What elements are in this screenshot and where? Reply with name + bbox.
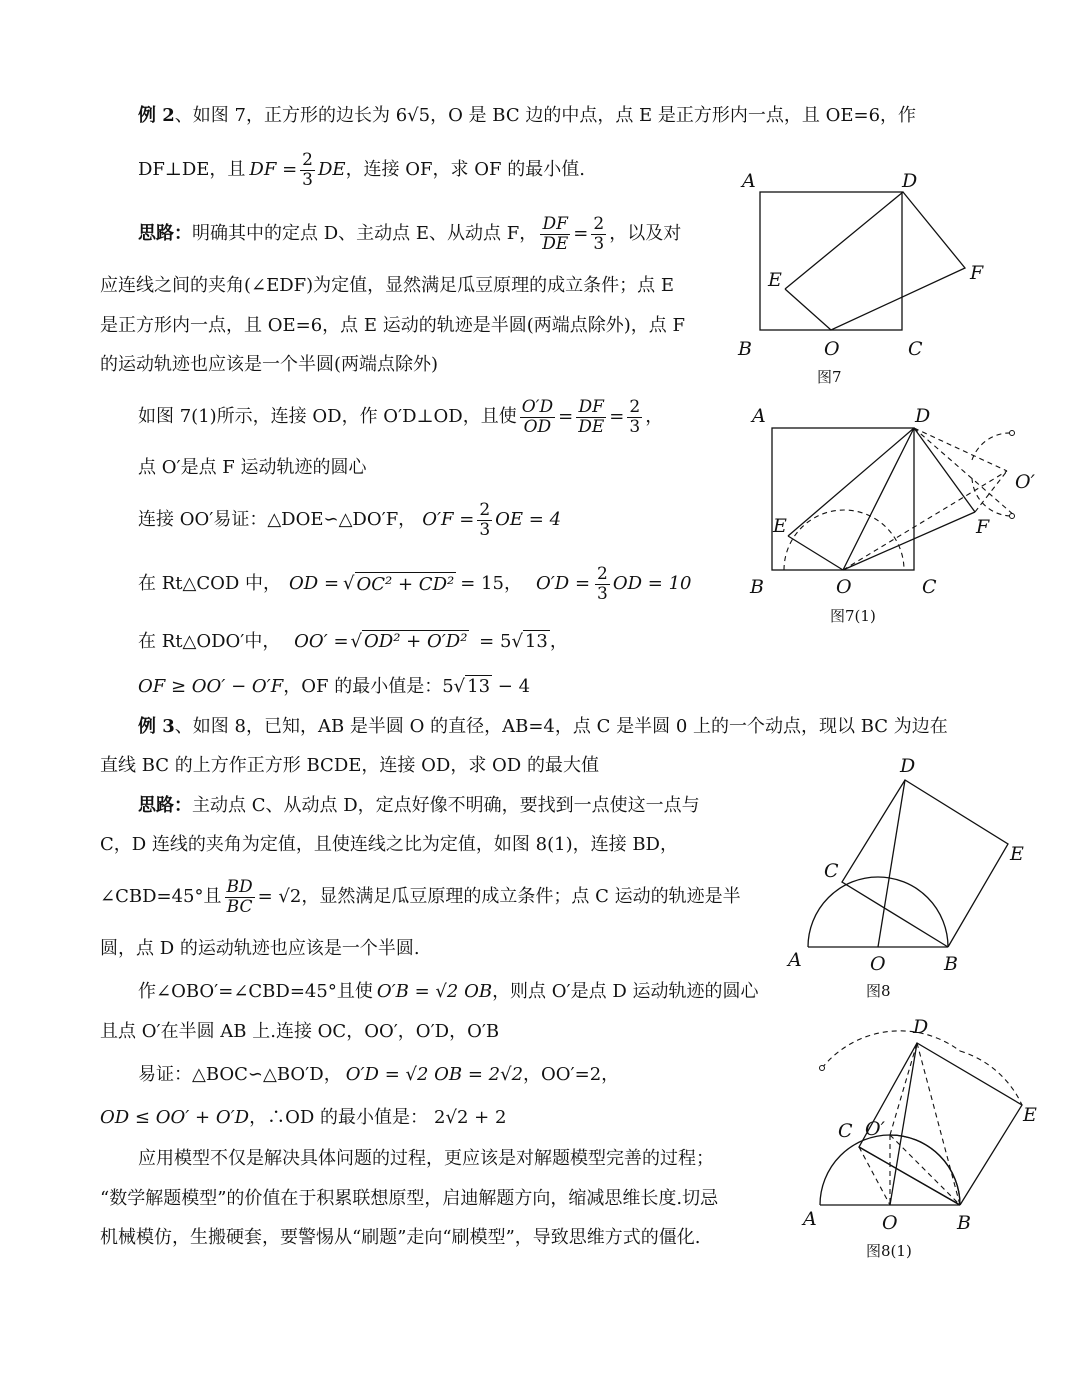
fig8-square	[842, 780, 1008, 947]
fig8-OD	[878, 780, 905, 947]
fig71-DF	[914, 428, 975, 512]
ex2-idea-line-1: 思路： 明确其中的定点 D、主动点 E、从动点 F， $\frac{DF}{DE}$ = $\frac{2}{3}$ ，以及对	[138, 213, 682, 254]
ex3-idea-line-6: 且点 O′在半圆 AB 上.连接 OC，OO′，O′D，O′B	[100, 1021, 500, 1042]
fig71-label-C: C	[922, 576, 937, 598]
fig81-label-E: E	[1023, 1104, 1037, 1126]
fig8-semicircle	[808, 877, 948, 947]
fig81-D-arc-top	[822, 1031, 960, 1068]
fig71-D-right	[914, 428, 1015, 516]
ex3-idea-line-3: ∠CBD=45°且 $\frac{BD}{BC}$ = √2 ，显然满足瓜豆原理的成立条件；点 C 运动的轨迹是半	[100, 876, 741, 917]
fig71-DOp	[914, 428, 1007, 471]
figure-7-1	[740, 400, 1050, 600]
closing-line-1: 应用模型不仅是解决具体问题的过程，更应该是对解题模型完善的过程；	[138, 1148, 714, 1169]
fig71-E-arc	[784, 510, 904, 570]
fig71-OD	[843, 428, 914, 570]
fig7-label-F: F	[970, 262, 984, 284]
ex3-line-1: 例 3、如图 8，已知，AB 是半圆 O 的直径，AB=4，点 C 是半圆 0 上的一个动点，现以 BC 为边在	[138, 716, 948, 737]
fig81-label-C: C	[838, 1120, 853, 1142]
fig81-CB	[859, 1147, 960, 1205]
fig71-label-D: D	[915, 405, 931, 427]
fig7-label-B: B	[738, 338, 752, 360]
fig71-label-Op: O′	[1015, 471, 1035, 493]
fig71-OF	[843, 512, 975, 570]
ex3-idea-line-8: OD ≤ OO′ + O′D，∴OD 的最小值是： 2√2 + 2	[100, 1107, 507, 1128]
fig71-FOp	[975, 471, 1007, 512]
ex2-idea-line-4: 的运动轨迹也应该是一个半圆(两端点除外)	[100, 354, 439, 375]
ex2-line-1: 例 2、如图 7，正方形的边长为 6√5，O 是 BC 边的中点，点 E 是正方形内一点，且 OE=6，作	[138, 105, 917, 126]
fig81-label-O: O	[882, 1212, 898, 1234]
fig7-label-E: E	[768, 269, 782, 291]
ex2-idea-line-8: 在 Rt△COD 中， OD = √ OC² + CD² = 15， O′D = $\frac{2}{3}$ OD = 10	[138, 563, 692, 604]
figure-7	[730, 165, 990, 360]
fig7-quadrilateral	[785, 192, 965, 330]
figure-8-1	[795, 1013, 1050, 1235]
ex2-line-2: DF⊥DE，且 DF = $\frac{2}{3}$ DE ，连接 OF，求 OF 的最小值.	[138, 149, 585, 190]
ex2-ratio: $\frac{2}{3}$	[302, 149, 313, 190]
fig8-label-C: C	[824, 860, 839, 882]
fig71-caption: 图7(1)	[830, 607, 876, 625]
ex3-idea-line-1: 思路：主动点 C、从动点 D，定点好像不明确，要找到一点使这一点与	[138, 795, 700, 816]
fig71-F-arc-top	[972, 433, 1012, 460]
fig71-label-B: B	[750, 576, 764, 598]
ex2-idea-line-9: 在 Rt△ODO′中， OO′ = √ OD² + O′D² = 5√ 13 ，	[138, 631, 568, 652]
fig8-label-B: B	[944, 953, 958, 975]
fig8-label-O: O	[870, 953, 886, 975]
fig8-caption: 图8	[866, 982, 891, 1000]
fig71-label-O: O	[836, 576, 852, 598]
fig8-label-A: A	[788, 949, 802, 971]
fig81-D-arc-right	[960, 1051, 1022, 1105]
ex3-line-2: 直线 BC 的上方作正方形 BCDE，连接 OD，求 OD 的最大值	[100, 755, 599, 776]
fig7-square	[760, 192, 902, 330]
ex3-idea-line-2: C，D 连线的夹角为定值，且使连线之比为定值，如图 8(1)，连接 BD，	[100, 834, 678, 855]
ex2-idea-line-3: 是正方形内一点，且 OE=6，点 E 运动的轨迹是半圆(两端点除外)，点 F	[100, 315, 685, 336]
fig71-ED	[788, 428, 914, 536]
fig81-label-A: A	[803, 1208, 817, 1230]
fig81-label-D: D	[913, 1016, 929, 1038]
ex3-idea-line-7: 易证：△BOC∽△BO′D， O′D = √2 OB = 2√2，OO′=2，	[138, 1064, 620, 1085]
ex2-idea-line-5: 如图 7(1)所示，连接 OD，作 O′D⊥OD，且使 $\frac{O'D}{OD}$ = $\frac{DF}{DE}$ = $\frac{2}{3}$ ，	[138, 396, 664, 437]
fig71-label-A: A	[752, 405, 766, 427]
ex2-idea-line-7: 连接 OO′易证：△DOE∽△DO′F， O′F = $\frac{2}{3}$ OE = 4	[138, 499, 562, 540]
fig7-label-C: C	[908, 338, 923, 360]
fig81-label-Op: O′	[865, 1118, 885, 1140]
fig81-caption: 图8(1)	[866, 1242, 912, 1260]
ex2-label: 例 2	[138, 105, 175, 126]
fig71-label-E: E	[773, 515, 787, 537]
ex2-idea-line-10: OF ≥ OO′ − O′F，OF 的最小值是：5√ 13 − 4	[138, 676, 531, 697]
ex2-idea-line-6: 点 O′是点 F 运动轨迹的圆心	[138, 457, 367, 478]
fig81-DB	[917, 1043, 960, 1205]
fig7-label-O: O	[824, 338, 840, 360]
figure-8	[780, 752, 1040, 977]
fig71-EO	[788, 536, 843, 570]
fig71-label-F: F	[976, 516, 990, 538]
ex3-idea-line-5: 作∠OBO′=∠CBD=45°且使 O′B = √2 OB，则点 O′是点 D 运动轨迹的圆心	[138, 981, 759, 1002]
fig7-caption: 图7	[817, 368, 842, 386]
ex2-idea-line-2: 应连线之间的夹角(∠EDF)为定值，显然满足瓜豆原理的成立条件；点 E	[100, 275, 675, 296]
ex3-idea-line-4: 圆，点 D 的运动轨迹也应该是一个半圆.	[100, 938, 420, 959]
fig81-label-B: B	[957, 1212, 971, 1234]
closing-line-2: “数学解题模型”的价值在于积累联想原型，启迪解题方向，缩减思维长度.切忌	[100, 1188, 719, 1209]
fig8-label-E: E	[1010, 843, 1024, 865]
fig8-label-D: D	[900, 755, 916, 777]
ex3-label: 例 3	[138, 716, 175, 737]
fig7-label-D: D	[902, 170, 918, 192]
fig7-label-A: A	[742, 170, 756, 192]
closing-line-3: 机械模仿，生搬硬套，要警惕从“刷题”走向“刷模型”，导致思维方式的僵化.	[100, 1227, 701, 1248]
